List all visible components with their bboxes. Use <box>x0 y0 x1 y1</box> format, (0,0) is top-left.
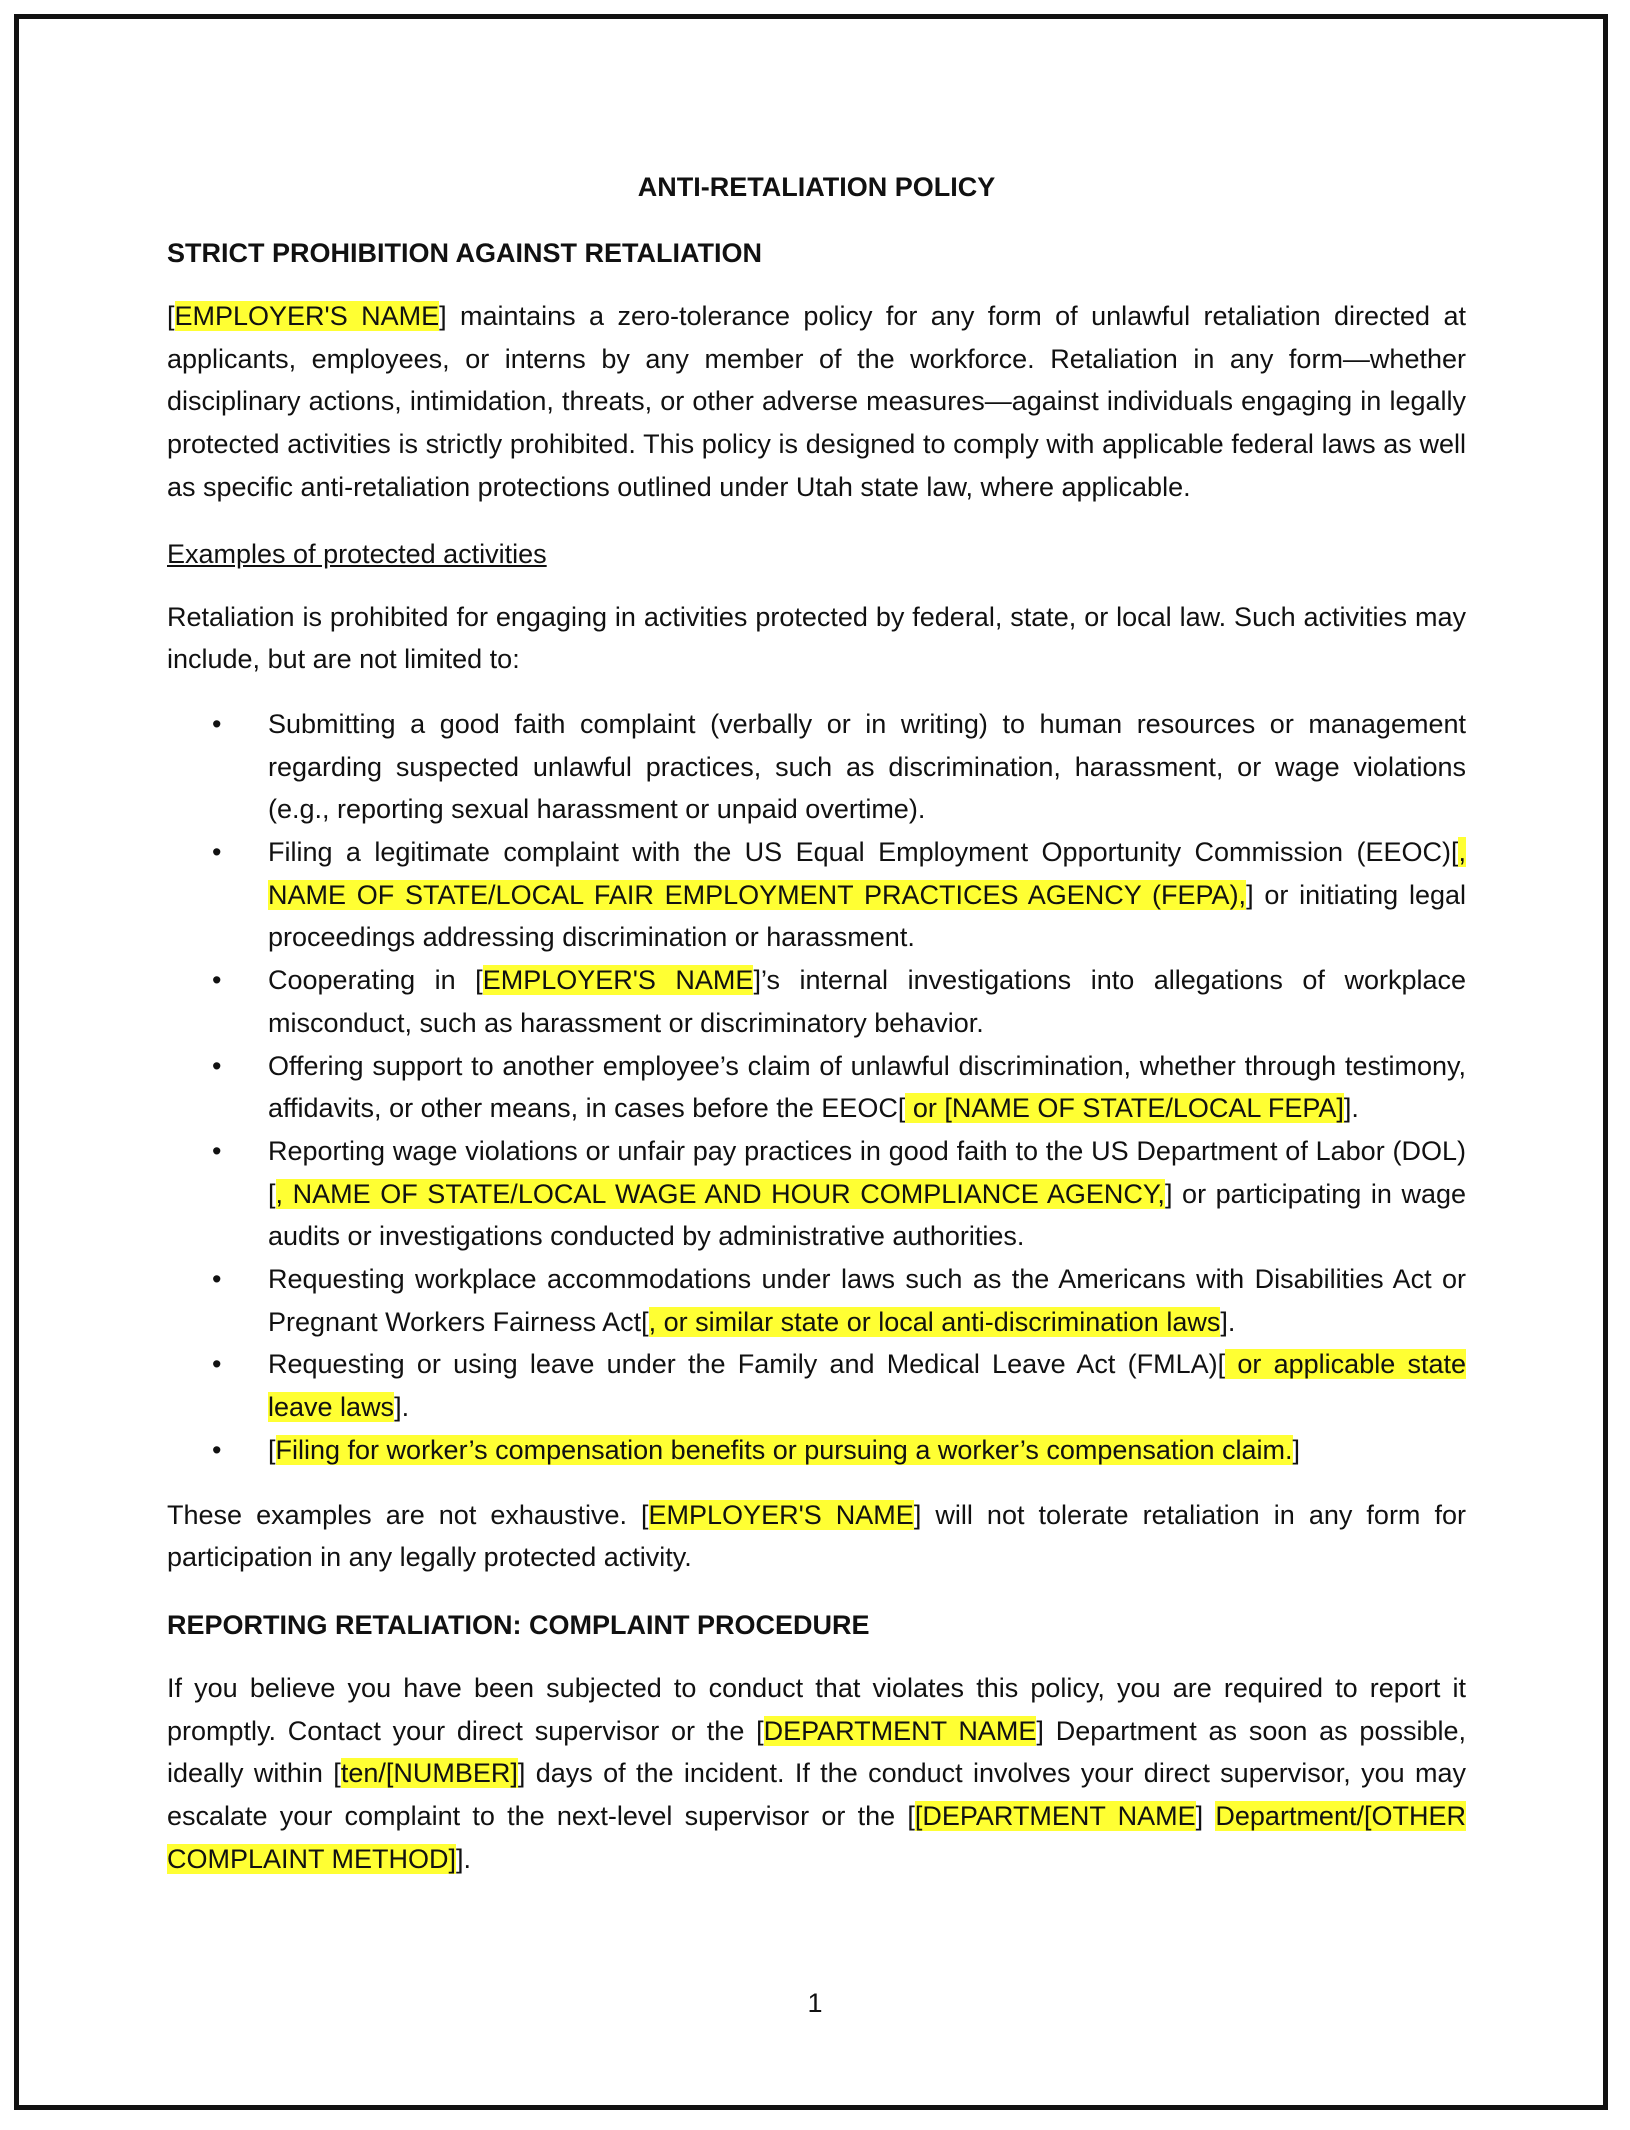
bullet-marker: • <box>212 965 222 996</box>
bullet-marker: • <box>212 1135 222 1166</box>
text-run: If you believe you have been subjected to conduct that violates this policy, you are required to report it promptly. Contact your direct supervisor or the [ <box>167 1672 1466 1746</box>
text-run: ] Department as soon as possible, ideally within [ <box>167 1715 1466 1789</box>
placeholder-complaint-method: Department/[OTHER COMPLAINT METHOD] <box>167 1801 1466 1874</box>
placeholder-department-name: DEPARTMENT NAME <box>763 1715 1037 1746</box>
text-run: ] days of the incident. If the conduct involves your direct supervisor, you may escalate your complaint to the next-level supervisor or the [ <box>167 1758 1467 1832</box>
bullet-marker: • <box>212 1264 222 1295</box>
placeholder-employer-name: EMPLOYER'S NAME <box>648 1499 914 1530</box>
text-run: ] or initiating legal proceedings addressing discrimination or harassment. <box>268 879 1466 953</box>
text-run: Requesting workplace accommodations under laws such as the Americans with Disabilities Act or Pregnant Workers Fairness Act[ <box>268 1264 1466 1337</box>
text-run: ]. <box>1220 1306 1236 1337</box>
list-item <box>167 1429 1466 1472</box>
text-run: Reporting wage violations or unfair pay practices in good faith to the US Department of Labor (DOL)[ <box>268 1135 1466 1209</box>
complaint-procedure-paragraph <box>167 1667 1466 1881</box>
text-run: ] or participating in wage audits or investigations conducted by administrative authorities. <box>268 1178 1466 1252</box>
list-item <box>167 831 1466 959</box>
bullet-marker: • <box>212 708 222 739</box>
placeholder-department-name: [DEPARTMENT NAME <box>914 1801 1196 1832</box>
text-run: ] will not tolerate retaliation in any form for participation in any legally protected activity. <box>167 1499 1466 1573</box>
section-heading-prohibition: STRICT PROHIBITION AGAINST RETALIATION <box>167 238 762 268</box>
bullet-marker: • <box>212 1434 222 1465</box>
policy-paragraph <box>167 295 1466 509</box>
protected-activities-list <box>167 703 1466 1472</box>
text-run: ]’s internal investigations into allegations of workplace misconduct, such as harassment or discriminatory behavior. <box>268 965 1466 1038</box>
list-item <box>167 959 1466 1044</box>
subheading-examples: Examples of protected activities <box>167 538 547 569</box>
document-body <box>167 155 1466 1881</box>
text-run: Requesting or using leave under the Family and Medical Leave Act (FMLA)[ <box>268 1349 1226 1380</box>
placeholder-employer-name: EMPLOYER'S NAME <box>482 965 754 996</box>
text-run: ]. <box>1343 1093 1359 1124</box>
bullet-marker: • <box>212 837 222 868</box>
section-heading-reporting: REPORTING RETALIATION: COMPLAINT PROCEDURE <box>167 1609 870 1640</box>
text-run: ] <box>1195 1801 1216 1832</box>
list-item <box>167 1258 1466 1343</box>
list-item <box>167 703 1466 831</box>
placeholder-number-of-days: ten/[NUMBER] <box>340 1758 518 1789</box>
placeholder-highlight: , NAME OF STATE/LOCAL FAIR EMPLOYMENT PRACTICES AGENCY (FEPA), <box>268 837 1466 910</box>
bullet-marker: • <box>212 1349 222 1380</box>
placeholder-highlight: , NAME OF STATE/LOCAL WAGE AND HOUR COMPLIANCE AGENCY, <box>275 1178 1165 1209</box>
placeholder-highlight: , or similar state or local anti-discrimination laws <box>648 1306 1221 1337</box>
text-run: ]. <box>456 1843 472 1874</box>
examples-intro: Retaliation is prohibited for engaging in activities protected by federal, state, or local law. Such activities may include, but are not limited to: <box>167 601 1466 675</box>
list-item <box>167 1343 1466 1428</box>
text-run: ] maintains a zero-tolerance policy for any form of unlawful retaliation directed at applicants, employees, or interns by any member of the workforce. Retaliation in any form—whether disciplinary actions, intimidation, threats, or other adverse measures—against individuals engaging in legally protected activities is strictly prohibited. This policy is designed to comply with applicable federal laws as well as specific anti-retaliation protections outlined under Utah state law, where applicable. <box>167 301 1466 502</box>
text-run: Offering support to another employee’s claim of unlawful discrimination, whether through testimony, affidavits, or other means, in cases before the EEOC[ <box>268 1050 1466 1124</box>
text-run: [ <box>268 1434 276 1465</box>
text-run: Submitting a good faith complaint (verbally or in writing) to human resources or management regarding suspected unlawful practices, such as discrimination, harassment, or wage violations (e.g., reporting sexual harassment or unpaid overtime). <box>268 708 1466 825</box>
text-run: Filing a legitimate complaint with the US Equal Employment Opportunity Commission (EEOC)[ <box>268 837 1459 868</box>
list-item <box>167 1045 1466 1130</box>
placeholder-highlight: or [NAME OF STATE/LOCAL FEPA] <box>905 1093 1344 1124</box>
document-title: ANTI-RETALIATION POLICY <box>637 172 996 202</box>
bullet-marker: • <box>212 1050 222 1081</box>
examples-closing <box>167 1494 1466 1579</box>
text-run: ]. <box>394 1392 410 1423</box>
page-number: 1 <box>807 1988 823 2018</box>
placeholder-employer-name: EMPLOYER'S NAME <box>174 301 440 331</box>
text-run: Cooperating in [ <box>268 965 483 996</box>
placeholder-highlight: or applicable state leave laws <box>268 1349 1467 1423</box>
text-run: These examples are not exhaustive. [ <box>167 1499 649 1530</box>
text-run: [ <box>167 301 175 331</box>
placeholder-highlight: Filing for worker’s compensation benefits or pursuing a worker’s compensation claim. <box>275 1434 1293 1465</box>
text-run: ] <box>1292 1434 1301 1465</box>
list-item <box>167 1130 1466 1258</box>
